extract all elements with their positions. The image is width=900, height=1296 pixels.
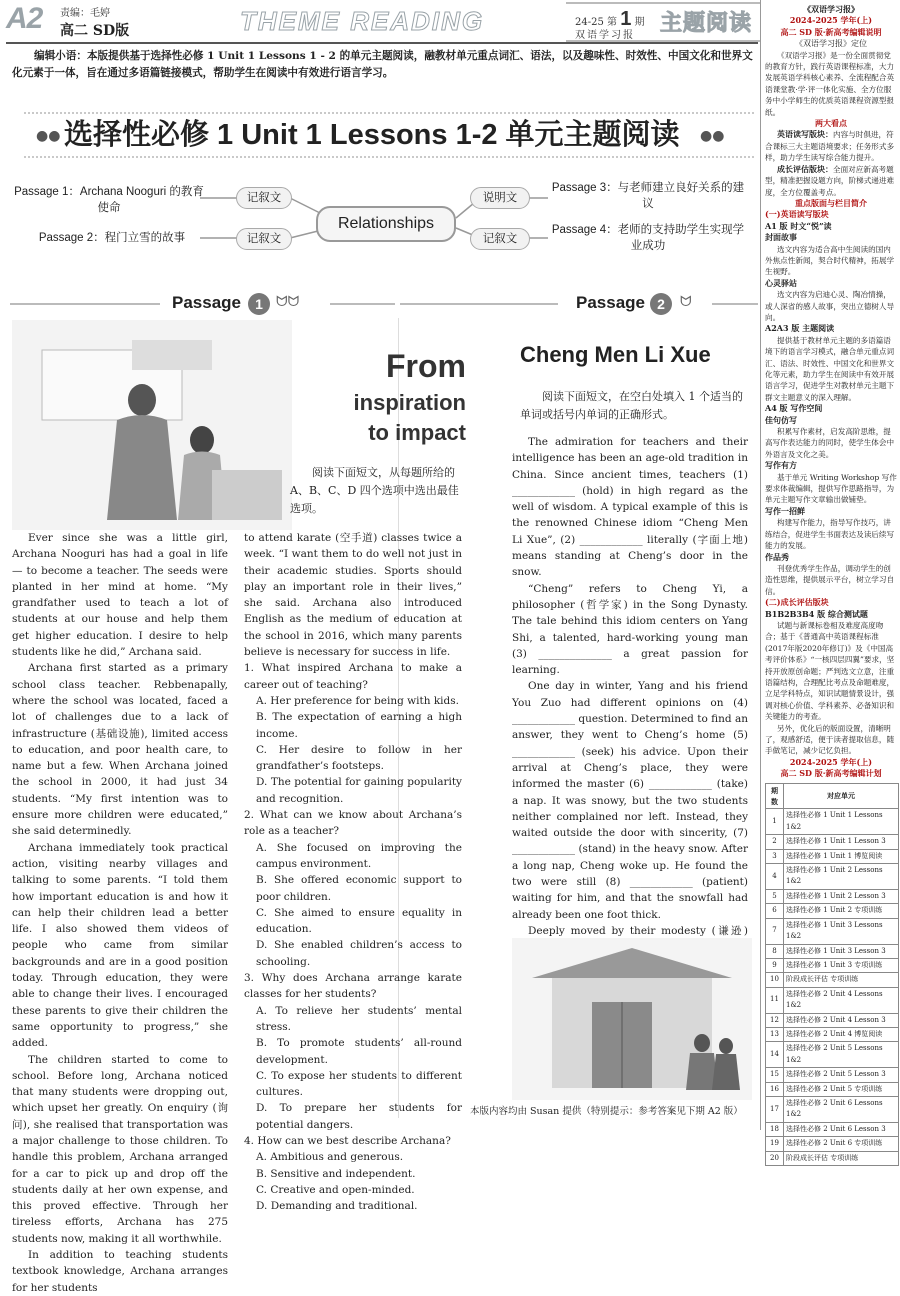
table-cell-unit: 选择性必修 1 Unit 1 博览阅读 — [784, 849, 899, 863]
passage-1-heading-line-1: From — [386, 348, 466, 384]
editor-intro: 编辑小语：本版提供基于选择性必修 1 Unit 1 Lessons 1 - 2 的单元主题阅读，融教材单元重点词汇、语法，以及趣味性、时效性、中国文化和世界文化元素于一体，旨在通过多语篇链接模式，帮助学生在阅读中有效进行语言学习。 — [12, 50, 753, 79]
paragraph: Archana first started as a primary school class teacher. Rebbenapally, where the school was located, faced a lot of challenges due to a lack of infrastructure (基础设施), limited access to education, and poor health care, to name but a few. When Archana joined the school in 2000, it had just 34 students. “My first intention was to ensure more children were educated,” she said determinedly. — [12, 662, 228, 838]
passage-1-instruction: 阅读下面短文，从每题所给的 A、B、C、D 四个选项中选出最佳选项。 — [290, 466, 459, 515]
sidebar-a4-col-3-text: 构建写作能力，指导写作技巧，讲练结合，促进学生书面表达及读后续写能力的发展。 — [765, 518, 895, 551]
paragraph: Archana immediately took practical action, visiting nearby villages and talking to some parents. “I told them how important education is and how it can help their children lead a better life. I also showed them videos of people who came from similar backgrounds and are in a good position today. Through education, they were able to change their lives. I encouraged these parents to give their children the same opportunity to progress,” she added. — [12, 841, 228, 1050]
table-cell-issue: 10 — [766, 973, 784, 987]
table-row — [766, 849, 899, 863]
sidebar-title-4: 《双语学习报》定位 — [795, 39, 867, 49]
sidebar-a4-col-3: 写作一招鲜 — [765, 505, 805, 516]
mindmap-type-4: 记叙文 — [470, 228, 530, 250]
sidebar-a1-col-2: 心灵驿站 — [765, 277, 797, 288]
edit-plan-table — [765, 783, 899, 1166]
sidebar-title-1: 《双语学习报》 — [803, 4, 859, 14]
question-3 — [244, 970, 462, 1133]
question-stem: 2. What can we know about Archana’s role as a teacher? — [244, 809, 462, 838]
passage-1-heading-line-3: to impact — [368, 420, 466, 445]
sidebar-title-3: 高二 SD 版·新高考编辑说明 — [780, 26, 882, 37]
sidebar-section-2: (二)成长评估版块 — [765, 597, 829, 608]
paragraph: The admiration for teachers and their intelligence has been an age-old tradition in China. Since ancient times, teachers (1) ____________ (hold) in high regard as the well of wisdom. A typical example of this is the renowned Chinese idiom “Cheng Men Li Xue”, (2) ____________ literally (字面上地) means standing at Cheng’s door in the snow. — [512, 436, 748, 579]
header-divider — [6, 42, 758, 44]
option-a[interactable]: A. To relieve her students’ mental stress. — [256, 1004, 462, 1033]
mindmap-type-3: 说明文 — [470, 187, 530, 209]
table-cell-unit: 选择性必修 2 Unit 4 Lesson 3 — [784, 1013, 899, 1027]
table-cell-issue: 13 — [766, 1027, 784, 1041]
paragraph: In addition to teaching students textbook knowledge, Archana arranges for her students — [12, 1249, 228, 1294]
table-row — [766, 1027, 899, 1041]
sidebar-a1-col-1-text: 选文内容为适合高中生阅读的国内外焦点性新闻，契合时代精神，拓展学生视野。 — [765, 244, 895, 277]
mindmap-type-1: 记叙文 — [236, 187, 292, 209]
table-cell-unit: 选择性必修 2 Unit 5 Lessons 1&2 — [784, 1042, 899, 1068]
table-cell-issue: 8 — [766, 944, 784, 958]
table-cell-unit: 选择性必修 2 Unit 4 博览阅读 — [784, 1027, 899, 1041]
paper-name: 双语学习报 — [575, 30, 635, 41]
reading-glasses-icon: ᗢᗢ — [276, 294, 300, 310]
sidebar-features-heading: 两大看点 — [815, 118, 847, 129]
table-cell-unit: 选择性必修 1 Unit 1 Lesson 3 — [784, 835, 899, 849]
table-cell-unit: 选择性必修 1 Unit 2 专项训练 — [784, 904, 899, 918]
table-cell-unit: 阶段成长评估 专项训练 — [784, 973, 899, 987]
sidebar-a2-text: 提供基于教材单元主题的多语篇语境下的语言学习模式，融合单元重点词汇、语法、时效性、中国文化和世界文化等元素，助力学生在阅读中有效开展语言学习，促进学生对教材单元主题下群文主题意义的深入理解。 — [765, 335, 895, 402]
issue-number: 24-25 第 1 期 — [575, 8, 645, 30]
table-row — [766, 1096, 899, 1122]
passage-2-label: Passage — [576, 293, 645, 312]
option-b[interactable]: B. Sensitive and independent. — [256, 1167, 416, 1180]
passage-1-column-1 — [12, 530, 228, 1296]
sidebar-title-2: 2024-2025 学年(上) — [789, 15, 873, 26]
reading-icon: ᗢ — [680, 294, 692, 310]
sidebar-positioning: 《双语学习报》是一份全面贯彻党的教育方针，践行英语课程标准，大力发展英语学科核心素养、全流程配合英语课堂教·学·评一体化实施、全方位服务中小学师生的优质英语课程资源型报纸。 — [765, 50, 895, 117]
table-cell-issue: 12 — [766, 1013, 784, 1027]
table-cell-unit: 选择性必修 1 Unit 3 专项训练 — [784, 958, 899, 972]
table-cell-issue: 6 — [766, 904, 784, 918]
sidebar-b-text: 试题与新课标卷相及难度高度吻合；基于《普通高中英语课程标准(2017年版2020年修订)》及《中国高考评价体系》“一核四层四翼”要求，坚持开放原创命题；严判选文立意，注重语篇结构，合理配比考点及命题难度，立足学科特点，知识试题情景设计，强调对核心价值、学科素养、必备知识和关键能力的考查。 — [765, 620, 895, 722]
sidebar-a4-col-4: 作品秀 — [765, 551, 789, 562]
option-a[interactable]: A. She focused on improving the campus environment. — [256, 841, 462, 870]
table-cell-issue: 7 — [766, 918, 784, 944]
passage-1-column-2 — [244, 530, 462, 1214]
mindmap-type-2: 记叙文 — [236, 228, 292, 250]
paragraph: Deeply moved by their modesty (谦逊) — [528, 924, 748, 937]
table-cell-issue: 1 — [766, 809, 784, 835]
sidebar-columns-heading: 重点版面与栏目简介 — [795, 197, 867, 208]
table-header-unit: 对应单元 — [784, 783, 899, 809]
sidebar-a1-col-1: 封面故事 — [765, 232, 797, 243]
sidebar-b-text-2: 另外，优化后的版面设置，清晰明了，观感舒适，便于读者提取信息，随手做笔记，减少记忆负担。 — [765, 723, 895, 756]
table-row — [766, 1082, 899, 1096]
sidebar-section-1: (一)英语读写版块 — [765, 209, 829, 220]
option-c[interactable]: C. Her desire to follow in her grandfather’s footsteps. — [256, 743, 462, 773]
passage-2-heading: Cheng Men Li Xue — [520, 342, 711, 367]
passage-2-instruction: 阅读下面短文，在空白处填入 1 个适当的单词或括号内单词的正确形式。 — [520, 390, 743, 421]
passage-1-banner — [10, 291, 395, 317]
mindmap-passage-3: Passage 3：与老师建立良好关系的建议 — [551, 182, 745, 210]
table-row — [766, 1151, 899, 1165]
option-b[interactable]: B. The expectation of earning a high income. — [256, 711, 462, 740]
table-cell-unit: 选择性必修 2 Unit 4 Lessons 1&2 — [784, 987, 899, 1013]
sidebar-a4-col-2: 写作有方 — [765, 460, 797, 471]
table-cell-issue: 11 — [766, 987, 784, 1013]
table-row — [766, 918, 899, 944]
table-cell-unit: 选择性必修 1 Unit 1 Lessons 1&2 — [784, 809, 899, 835]
title-dots-right: ●● — [700, 128, 725, 144]
paragraph: “Cheng” refers to Cheng Yi, a philosopher (哲学家) in the Song Dynasty. The tale behind this idiom centers on Yang Shi, a talented, hard-working young man (3) ______________ a great passion for learning. — [512, 582, 748, 677]
table-cell-unit: 选择性必修 2 Unit 5 Lesson 3 — [784, 1068, 899, 1082]
option-b[interactable]: B. To promote students’ all-round development. — [256, 1037, 462, 1066]
table-header-issue: 期数 — [766, 783, 784, 809]
option-d[interactable]: D. She enabled children’s access to schooling. — [256, 939, 462, 968]
option-d[interactable]: D. The potential for gaining popularity and recognition. — [256, 776, 462, 805]
question-list — [244, 660, 462, 1214]
option-d[interactable]: D. Demanding and traditional. — [256, 1200, 418, 1213]
sidebar-plan-title-1: 2024-2025 学年(上) — [789, 756, 873, 767]
paragraph: to attend karate (空手道) classes twice a week. “I want them to do well not just in their academic studies. Sports should play an important role in their lives,” she said. Archana also introduced English as the medium of education at the school in 2016, which many parents believe is necessary for success in life. — [244, 532, 462, 659]
passage-1-number: 1 — [248, 293, 270, 315]
sidebar-feature-2: 成长评估版块：全面对应新高考题型，精准把握设题方向，阶梯式递进难度，全方位覆盖考点。 — [765, 163, 895, 197]
edition-label: 高二 SD版 — [60, 23, 130, 39]
table-row — [766, 1042, 899, 1068]
table-cell-issue: 3 — [766, 849, 784, 863]
question-stem: 3. Why does Archana arrange karate classes for her students? — [244, 972, 462, 1001]
option-c[interactable]: C. She aimed to ensure equality in education. — [256, 906, 462, 936]
table-header-row — [766, 783, 899, 809]
table-cell-issue: 4 — [766, 864, 784, 890]
mindmap-center: Relationships — [316, 206, 456, 242]
table-row — [766, 1137, 899, 1151]
table-cell-unit: 阶段成长评估 专项训练 — [784, 1151, 899, 1165]
page-title: 选择性必修 1 Unit 1 Lessons 1-2 单元主题阅读 — [64, 119, 680, 151]
teacher-student-illustration — [12, 320, 292, 530]
option-c[interactable]: C. To expose her students to different cultures. — [256, 1069, 462, 1099]
page-mark: A2 — [6, 2, 43, 35]
sidebar-a4-col-1-text: 积累写作素材，启发高阶思维，提高写作表达能力的同时，使学生体会中外语言及文化之美。 — [765, 427, 895, 459]
section-title-cn: 主题阅读 — [660, 10, 753, 36]
table-cell-issue: 18 — [766, 1122, 784, 1136]
table-row — [766, 835, 899, 849]
table-cell-unit: 选择性必修 1 Unit 3 Lesson 3 — [784, 944, 899, 958]
sidebar-plan-title-2: 高二 SD 版·新高考编辑计划 — [780, 768, 882, 779]
table-row — [766, 1068, 899, 1082]
table-cell-unit: 选择性必修 2 Unit 6 Lessons 1&2 — [784, 1096, 899, 1122]
table-cell-issue: 15 — [766, 1068, 784, 1082]
table-cell-issue: 16 — [766, 1082, 784, 1096]
mindmap-passage-4: Passage 4：老师的支持助学生实现学业成功 — [551, 224, 745, 252]
mindmap-passage-2: Passage 2：程门立雪的故事 — [38, 232, 186, 244]
table-cell-issue: 2 — [766, 835, 784, 849]
option-b[interactable]: B. She offered economic support to poor children. — [256, 874, 462, 903]
table-cell-issue: 9 — [766, 958, 784, 972]
table-row — [766, 864, 899, 890]
sidebar-b: B1B2B3B4 版 综合测试题 — [765, 608, 868, 619]
table-row — [766, 889, 899, 903]
table-row — [766, 973, 899, 987]
passage-2-banner — [400, 291, 758, 317]
passage-2-number: 2 — [650, 293, 672, 315]
table-cell-unit: 选择性必修 1 Unit 2 Lessons 1&2 — [784, 864, 899, 890]
sidebar — [760, 0, 900, 1162]
paragraph: Ever since she was a little girl, Archana Nooguri has had a goal in life — to become a teacher. The seeds were planted in her mind at home. “My grandfather used to teach a lot of students at our house and help them get higher education. I desire to help students like he did,” Archana said. — [12, 532, 228, 659]
table-cell-unit: 选择性必修 2 Unit 6 Lesson 3 — [784, 1122, 899, 1136]
passage-1-label: Passage — [172, 293, 241, 312]
table-row — [766, 1013, 899, 1027]
table-cell-issue: 14 — [766, 1042, 784, 1068]
table-cell-unit: 选择性必修 1 Unit 3 Lessons 1&2 — [784, 918, 899, 944]
table-cell-unit: 选择性必修 2 Unit 6 专项训练 — [784, 1137, 899, 1151]
question-4 — [244, 1133, 462, 1214]
table-row — [766, 904, 899, 918]
sidebar-a1: A1 版 时文“悦”读 — [765, 220, 832, 231]
sidebar-a4-col-1: 佳句仿写 — [765, 414, 797, 425]
paragraph: The children started to come to school. Before long, Archana noticed that many students were dropping out, which upset her greatly. On enquiry (询问), she realised that transportation was a major challenge to those children. To handle this problem, Archana arranged for a car to pick up and drop off the students daily at her own expense, and this proved effective. Through her tireless efforts, Archana has 275 students now, making it all worthwhile. — [12, 1053, 228, 1245]
table-row — [766, 958, 899, 972]
sidebar-a4-col-4-text: 刊登优秀学生作品，调动学生的创造性思维，提供展示平台，树立学习自信。 — [765, 563, 895, 596]
table-row — [766, 809, 899, 835]
mindmap-passage-1: Passage 1：Archana Nooguri 的教育使命 — [14, 186, 204, 214]
table-cell-unit: 选择性必修 2 Unit 5 专项训练 — [784, 1082, 899, 1096]
sidebar-feature-1: 英语读写版块：内容与时俱进，符合课标三大主题语境要求；任务形式多样，助力学生读写综合能力提升。 — [765, 129, 895, 163]
option-a[interactable]: A. Ambitious and generous. — [256, 1151, 404, 1164]
editor-label: 责编：毛婷 — [60, 8, 110, 19]
sidebar-a4: A4 版 写作空间 — [765, 403, 823, 414]
passage-1-heading-line-2: inspiration — [353, 390, 466, 415]
table-row — [766, 944, 899, 958]
table-cell-issue: 5 — [766, 889, 784, 903]
sidebar-a2: A2A3 版 主题阅读 — [765, 323, 835, 334]
table-cell-issue: 20 — [766, 1151, 784, 1165]
table-cell-unit: 选择性必修 1 Unit 2 Lesson 3 — [784, 889, 899, 903]
paragraph: One day in winter, Yang and his friend You Zuo had different opinions on (4) ____________ question. Determined to find an answer, they went to Cheng’s home (5) ____________ (seek) his advice. Upon their arrival at Cheng’s place, they were informed the master (6) ____________ (take) a nap. It was snowy, but the two students neither complained nor left. Instead, they waited outside the door with sincerity, (7) ____________ (stand) in the heavy snow. After a long nap, Cheng woke up. He found the two were still (8) ____________ (patient) waiting for him, and that the snowfall had already been one foot thick. — [512, 680, 748, 921]
question-1 — [244, 660, 462, 807]
table-row — [766, 1122, 899, 1136]
sidebar-a1-col-2-text: 选文内容为启迪心灵、陶冶情操，或人深省的感人故事，突出立德树人导向。 — [765, 290, 895, 322]
option-c[interactable]: C. Creative and open-minded. — [256, 1183, 415, 1196]
theme-reading-title: THEME READING — [240, 6, 485, 36]
title-dots-left: ●● — [36, 128, 61, 144]
option-d[interactable]: D. To prepare her students for potential dangers. — [256, 1102, 462, 1131]
cheng-men-li-xue-illustration — [512, 938, 752, 1100]
question-2 — [244, 807, 462, 970]
table-row — [766, 987, 899, 1013]
sidebar-a4-col-2-text: 基于单元 Writing Workshop 写作要求体裁编辑，提供写作思路指导，为单元主题写作文章输出做铺垫。 — [765, 472, 897, 505]
table-body — [766, 809, 899, 1166]
option-a[interactable]: A. Her preference for being with kids. — [256, 694, 459, 707]
table-cell-issue: 17 — [766, 1096, 784, 1122]
question-stem: 4. How can we best describe Archana? — [244, 1134, 451, 1147]
question-stem: 1. What inspired Archana to make a career out of teaching? — [244, 662, 462, 691]
footer-note: 本版内容均由 Susan 提供（特别提示：参考答案见下期 A2 版） — [470, 1106, 743, 1117]
table-cell-issue: 19 — [766, 1137, 784, 1151]
